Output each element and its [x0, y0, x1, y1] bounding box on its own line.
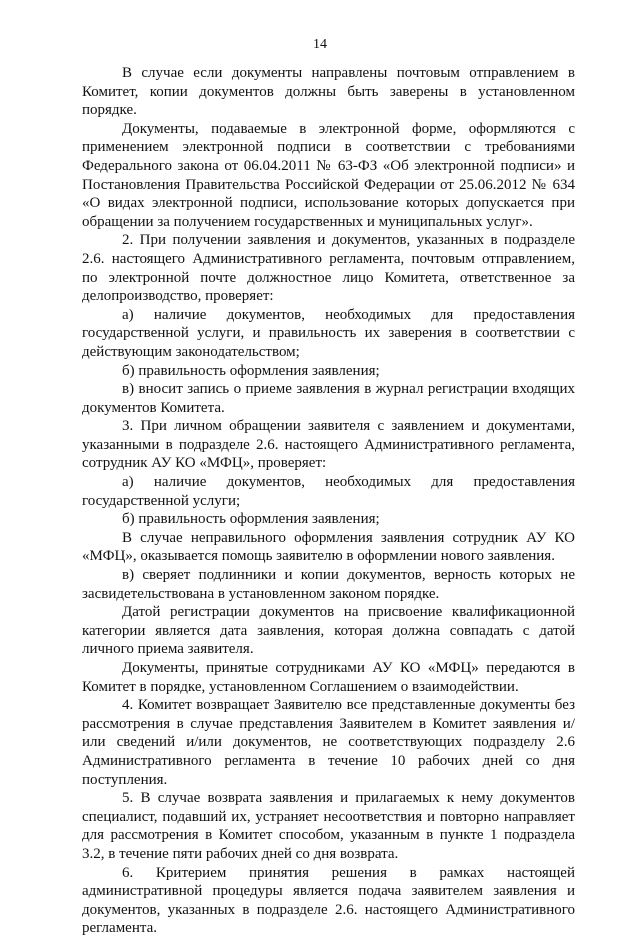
paragraph-item-a-documents: а) наличие документов, необходимых для предоставления государственной услуги, и правильность их заверения в соответствии с действующим законодательством; [82, 306, 575, 360]
paragraph-return-documents: 4. Комитет возвращает Заявителю все представленные документы без рассмотрения в случае представления Заявителем в Комитет заявления и/или сведений и/или документов, не соответствующих подразделу 2.6 Административного регламента в течение 10 рабочих дней со дня поступления. [82, 697, 575, 788]
paragraph-item-b-form-check: б) правильность оформления заявления; [122, 511, 380, 528]
paragraph-mfc-transfer: Документы, принятые сотрудниками АУ КО «МФЦ» передаются в Комитет в порядке, установленном Соглашением о взаимодействии. [82, 660, 575, 695]
paragraph-item-v-journal: в) вносит запись о приеме заявления в журнал регистрации входящих документов Комитета. [82, 381, 575, 416]
paragraph-receipt-check: 2. При получении заявления и документов, указанных в подразделе 2.6. настоящего Административного регламента, почтовым отправлением, по электронной почте должностное лицо Комитета, ответственное за делопроизводство, проверяет: [82, 232, 575, 305]
paragraph-decision-criterion: 6. Критерием принятия решения в рамках настоящей административной процедуры является подача заявителем заявления и документов, указанных в подразделе 2.6. настоящего Административного регламента. [82, 864, 575, 937]
paragraph-item-a-required-docs: а) наличие документов, необходимых для предоставления государственной услуги; [82, 474, 575, 509]
paragraph-resubmission: 5. В случае возврата заявления и прилагаемых к нему документов специалист, подавший их, устраняет несоответствия и повторно направляет для рассмотрения в Комитет способом, указанным в пункте 1 подраздела 3.2, в течение пяти рабочих дней со дня возврата. [82, 790, 575, 862]
paragraph-item-b-form: б) правильность оформления заявления; [122, 362, 380, 379]
paragraph-item-v-originals: в) сверяет подлинники и копии документов, верность которых не засвидетельствована в установленном законом порядке. [82, 567, 575, 602]
paragraph-electronic-signature: Документы, подаваемые в электронной форме, оформляются с применением электронной подписи в соответствии с требованиями Федерального закона от 06.04.2011 № 63-ФЗ «Об электронной подписи» и Постановления Правительства Российской Федерации от 25.06.2012 № 634 «О видах электронной подписи, использование которых допускается при обращении за получением государственных и муниципальных услуг». [82, 120, 575, 230]
document-body [82, 64, 575, 938]
paragraph-personal-visit: 3. При личном обращении заявителя с заявлением и документами, указанными в подразделе 2.6. настоящего Административного регламента, сотрудник АУ КО «МФЦ», проверяет: [82, 418, 575, 472]
paragraph-postal-copies: В случае если документы направлены почтовым отправлением в Комитет, копии документов должны быть заверены в установленном порядке. [82, 65, 575, 119]
paragraph-registration-date: Датой регистрации документов на присвоение квалификационной категории является дата заявления, которая должна совпадать с датой личного приема заявителя. [82, 604, 575, 658]
page-number: 14 [313, 37, 327, 52]
paragraph-incorrect-form-help: В случае неправильного оформления заявления сотрудник АУ КО «МФЦ», оказывается помощь заявителю в оформлении нового заявления. [82, 529, 575, 565]
